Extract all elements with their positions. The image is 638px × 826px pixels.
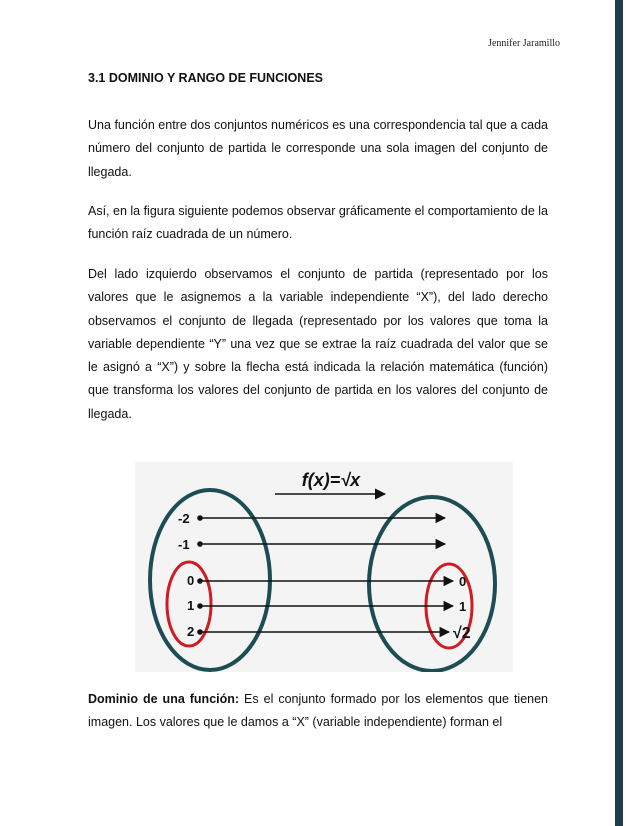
domain-point-neg2 (197, 515, 203, 521)
domain-value-1: 1 (187, 598, 195, 613)
domain-point-0 (197, 578, 203, 584)
domain-value-0: 0 (187, 573, 195, 588)
domain-value-neg1: -1 (178, 537, 190, 552)
paragraph-figure-explanation: Del lado izquierdo observamos el conjunto de partida (representado por los valores que le asignemos a la variable independiente “X”), del lado derecho observamos el conjunto de llegada (representado por los valores que toma la variable dependiente “Y” una vez que se extrae la raíz cuadrada del valor que se le asignó a “X”) y sobre la flecha está indicada la relación matemática (función) que transforma los valores del conjunto de partida en los valores del conjunto de llegada. (88, 267, 548, 421)
range-value-1: 1 (459, 599, 467, 614)
header-author: Jennifer Jaramillo (488, 38, 560, 49)
function-mapping-diagram (135, 462, 513, 672)
domain-point-1 (197, 603, 203, 609)
section-title: 3.1 DOMINIO Y RANGO DE FUNCIONES (88, 71, 323, 85)
function-label: f(x)=√x (301, 470, 361, 490)
paragraph-domain-definition (88, 688, 548, 735)
domain-point-2 (197, 629, 203, 635)
page-edge-bar (615, 0, 623, 826)
domain-value-neg2: -2 (178, 511, 190, 526)
definition-term: Dominio de una función: (88, 692, 240, 706)
domain-value-2: 2 (187, 624, 195, 639)
paragraph-figure-intro: Así, en la figura siguiente podemos observar gráficamente el comportamiento de la función raíz cuadrada de un número. (88, 204, 548, 242)
definition-text: Es el conjunto formado por los elementos que tienen imagen. Los valores que le damos a “X” (variable independiente) forman el (88, 692, 548, 730)
range-value-0: 0 (459, 574, 467, 589)
domain-point-neg1 (197, 541, 203, 547)
range-value-sqrt2: √2 (453, 625, 471, 642)
paragraph-definition: Una función entre dos conjuntos numéricos es una correspondencia tal que a cada número del conjunto de partida le corresponde una sola imagen del conjunto de llegada. (88, 118, 548, 179)
